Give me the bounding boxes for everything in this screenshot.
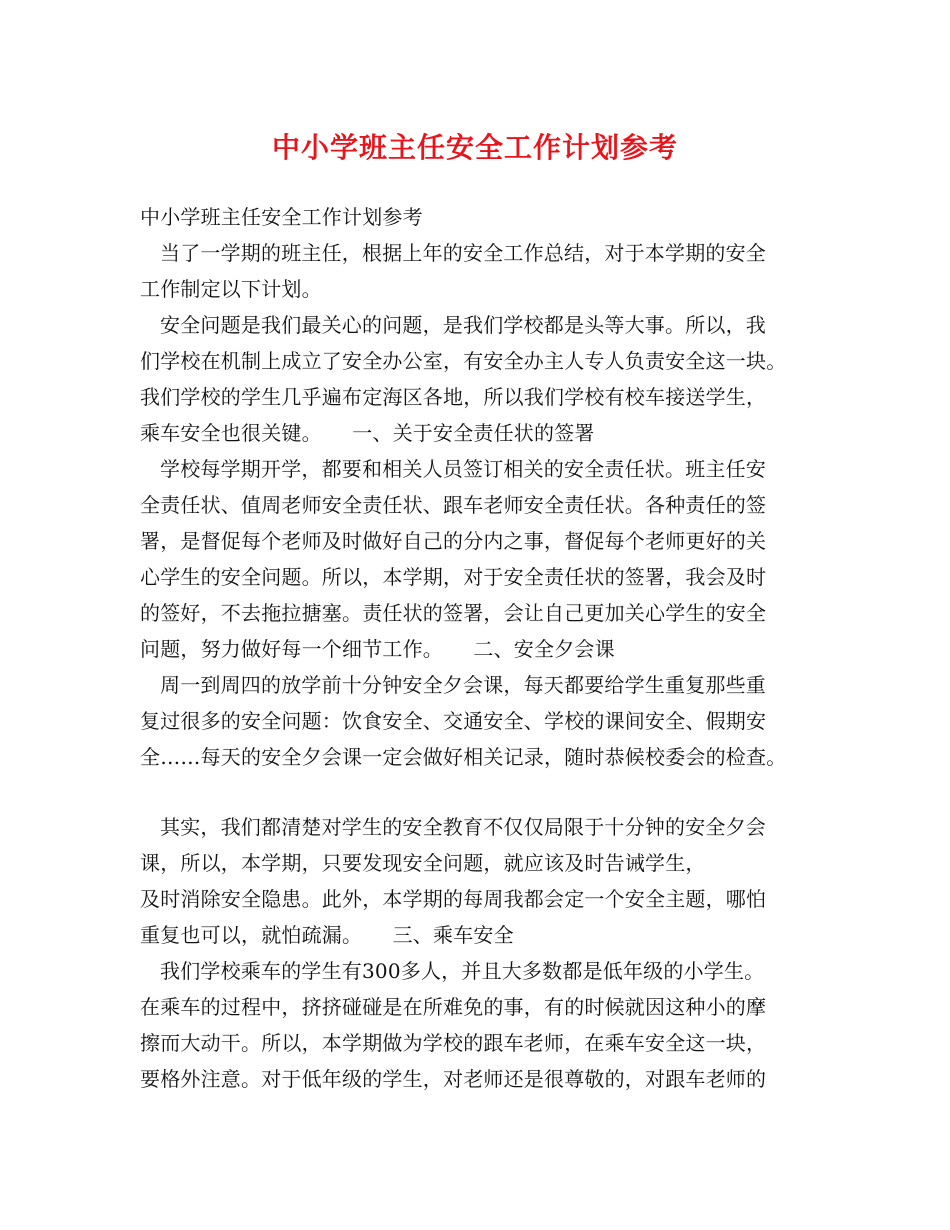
- body-line: 复过很多的安全问题：饮食安全、交通安全、学校的课间安全、假期安: [140, 709, 767, 733]
- body-line: 心学生的安全问题。所以，本学期，对于安全责任状的签署，我会及时: [140, 565, 767, 589]
- body-line: 学校每学期开学，都要和相关人员签订相关的安全责任状。班主任安: [160, 457, 766, 481]
- body-line: 中小学班主任安全工作计划参考: [140, 205, 423, 229]
- document-body: [140, 199, 830, 1097]
- body-line: 其实，我们都清楚对学生的安全教育不仅仅局限于十分钟的安全夕会: [160, 815, 766, 839]
- body-line: 乘车安全也很关键。 一、关于安全责任状的签署: [140, 421, 595, 445]
- body-line: 问题，努力做好每一个细节工作。 二、安全夕会课: [140, 637, 615, 661]
- body-line: 及时消除安全隐患。此外，本学期的每周我都会定一个安全主题，哪怕: [140, 887, 767, 911]
- body-line: 全……每天的安全夕会课一定会做好相关记录，随时恭候校委会的检查。: [140, 745, 787, 769]
- body-line: 的签好，不去拖拉搪塞。责任状的签署，会让自己更加关心学生的安全: [140, 601, 767, 625]
- body-line: 安全问题是我们最关心的问题，是我们学校都是头等大事。所以，我: [160, 313, 766, 337]
- body-line: 重复也可以，就怕疏漏。 三、乘车安全: [140, 923, 514, 947]
- body-line: 工作制定以下计划。: [140, 277, 322, 301]
- body-line: 全责任状、值周老师安全责任状、跟车老师安全责任状。各种责任的签: [140, 493, 767, 517]
- document-title: 中小学班主任安全工作计划参考: [271, 131, 678, 164]
- body-line: 们学校在机制上成立了安全办公室，有安全办主人专人负责安全这一块。: [140, 349, 787, 373]
- body-line: 我们学校的学生几乎遍布定海区各地，所以我们学校有校车接送学生，: [140, 385, 767, 409]
- body-line: 我们学校乘车的学生有300多人，并且大多数都是低年级的小学生。: [160, 959, 765, 983]
- body-line: 当了一学期的班主任，根据上年的安全工作总结，对于本学期的安全: [160, 241, 766, 265]
- body-line: 在乘车的过程中，挤挤碰碰是在所难免的事，有的时候就因这种小的摩: [140, 995, 767, 1019]
- body-line: 要格外注意。对于低年级的学生，对老师还是很尊敬的，对跟车老师的: [140, 1067, 767, 1091]
- body-line: 课，所以，本学期，只要发现安全问题，就应该及时告诫学生，: [140, 851, 706, 875]
- body-line: 署，是督促每个老师及时做好自己的分内之事，督促每个老师更好的关: [140, 529, 767, 553]
- paragraph-gap: [140, 775, 830, 809]
- body-line: 擦而大动干。所以，本学期做为学校的跟车老师，在乘车安全这一块，: [140, 1031, 767, 1055]
- body-line: 周一到周四的放学前十分钟安全夕会课，每天都要给学生重复那些重: [160, 673, 766, 697]
